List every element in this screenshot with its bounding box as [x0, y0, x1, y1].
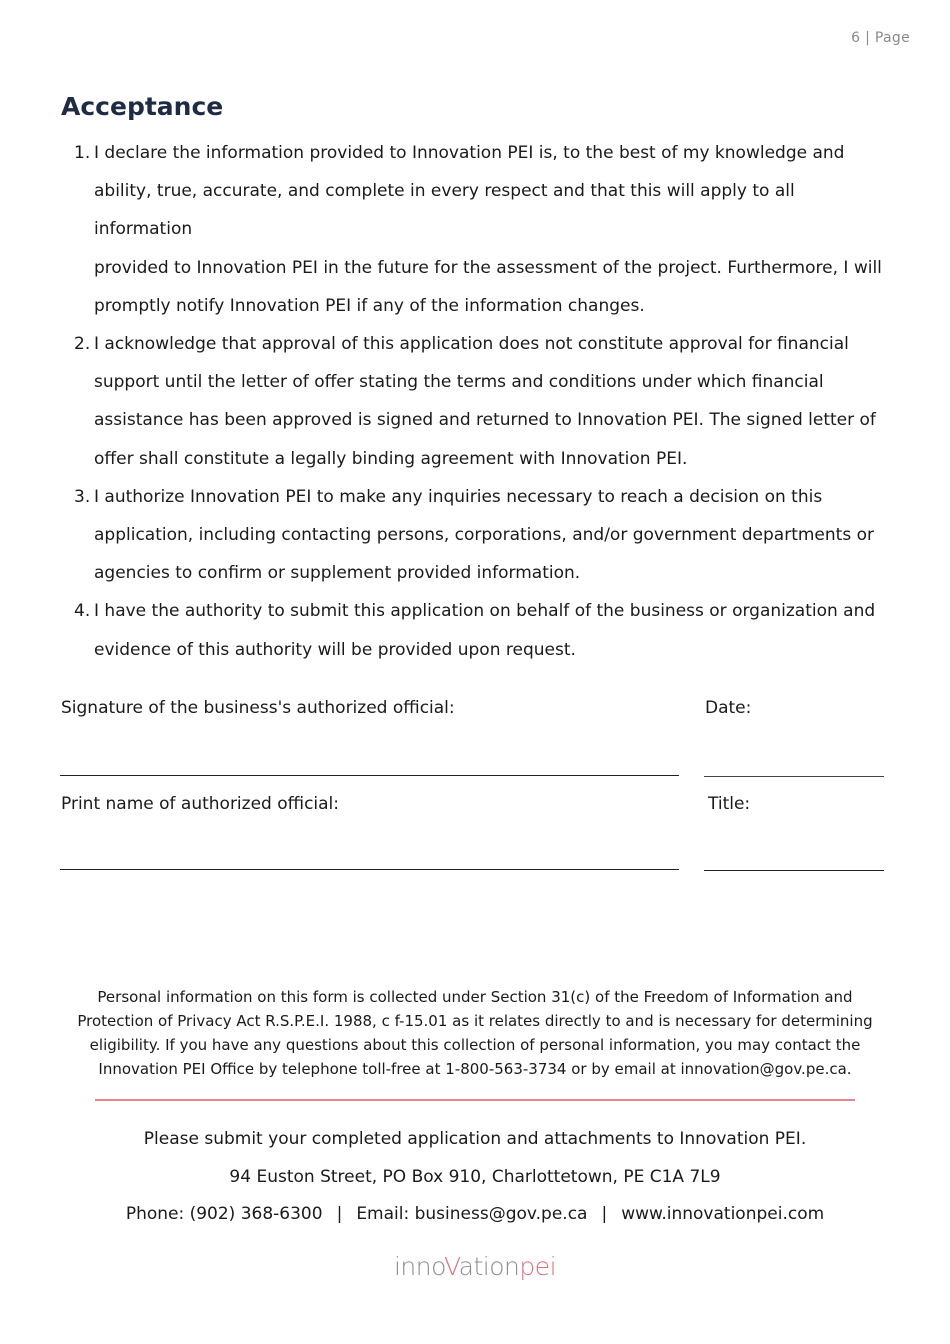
privacy-line: Protection of Privacy Act R.S.P.E.I. 1988, c f-15.01 as it relates directly to and is necessary for determining — [77, 1012, 873, 1030]
clause-1 — [74, 134, 894, 325]
email-link[interactable]: Email: business@gov.pe.ca — [356, 1204, 588, 1224]
contact-line — [0, 1204, 950, 1224]
mailing-address: 94 Euston Street, PO Box 910, Charlottetown, PE C1A 7L9 — [229, 1167, 721, 1187]
separator: | — [336, 1204, 343, 1224]
phone-text: Phone: (902) 368-6300 — [125, 1204, 323, 1224]
acceptance-clauses — [74, 134, 894, 669]
clause-line: evidence of this authority will be provided upon request. — [94, 639, 576, 660]
clause-number: 1. — [74, 143, 91, 163]
clause-line: provided to Innovation PEI in the future for the assessment of the project. Furthermore, I will — [94, 257, 882, 278]
clause-2 — [74, 325, 894, 478]
clause-number: 3. — [74, 486, 91, 507]
clause-line: I authorize Innovation PEI to make any inquiries necessary to reach a decision on this — [94, 486, 823, 507]
date-line[interactable] — [704, 776, 884, 777]
privacy-line: Innovation PEI Office by telephone toll-free at 1-800-563-3734 or by email at innovation@gov.pe.ca. — [98, 1060, 852, 1078]
title-label: Title: — [708, 794, 751, 814]
clause-line: ability, true, accurate, and complete in every respect and that this will apply to all information — [94, 181, 795, 240]
clause-number: 4. — [74, 601, 91, 622]
footer-divider — [95, 1099, 855, 1101]
print-name-label: Print name of authorized official: — [61, 794, 340, 814]
page-number: 6 | Page — [851, 30, 910, 46]
clause-line: I have the authority to submit this application on behalf of the business or organization and — [94, 601, 876, 622]
clause-number: 2. — [74, 334, 91, 355]
clause-line: assistance has been approved is signed and returned to Innovation PEI. The signed letter of — [94, 410, 876, 431]
innovation-pei-logo — [0, 1252, 950, 1281]
website-link[interactable]: www.innovationpei.com — [621, 1204, 825, 1224]
clause-line: I acknowledge that approval of this application does not constitute approval for financial — [94, 334, 849, 355]
signature-label: Signature of the business's authorized official: — [61, 698, 455, 718]
title-line[interactable] — [704, 870, 884, 871]
clause-line: agencies to confirm or supplement provided information. — [94, 563, 581, 584]
separator: | — [601, 1204, 608, 1224]
print-name-line[interactable] — [60, 869, 679, 870]
date-label: Date: — [705, 698, 752, 718]
privacy-line: eligibility. If you have any questions about this collection of personal information, you may contact the — [89, 1036, 861, 1054]
logo-part: inno — [393, 1252, 444, 1281]
signature-line[interactable] — [60, 775, 679, 776]
section-heading: Acceptance — [61, 92, 224, 121]
clause-line: promptly notify Innovation PEI if any of the information changes. — [94, 295, 645, 316]
logo-part: ation — [458, 1252, 520, 1281]
clause-line: support until the letter of offer stating the terms and conditions under which financial — [94, 372, 824, 393]
clause-line: application, including contacting persons, corporations, and/or government departments or — [94, 525, 874, 546]
clause-4 — [74, 592, 894, 668]
clause-line: offer shall constitute a legally binding agreement with Innovation PEI. — [94, 448, 688, 469]
privacy-line: Personal information on this form is collected under Section 31(c) of the Freedom of Information and — [97, 988, 853, 1006]
privacy-notice — [55, 985, 895, 1081]
clause-3 — [74, 478, 894, 593]
submit-instruction: Please submit your completed application and attachments to Innovation PEI. — [143, 1129, 807, 1149]
logo-part: pei — [519, 1252, 557, 1281]
clause-line: I declare the information provided to Innovation PEI is, to the best of my knowledge and — [94, 143, 845, 163]
logo-part: V — [443, 1252, 459, 1281]
